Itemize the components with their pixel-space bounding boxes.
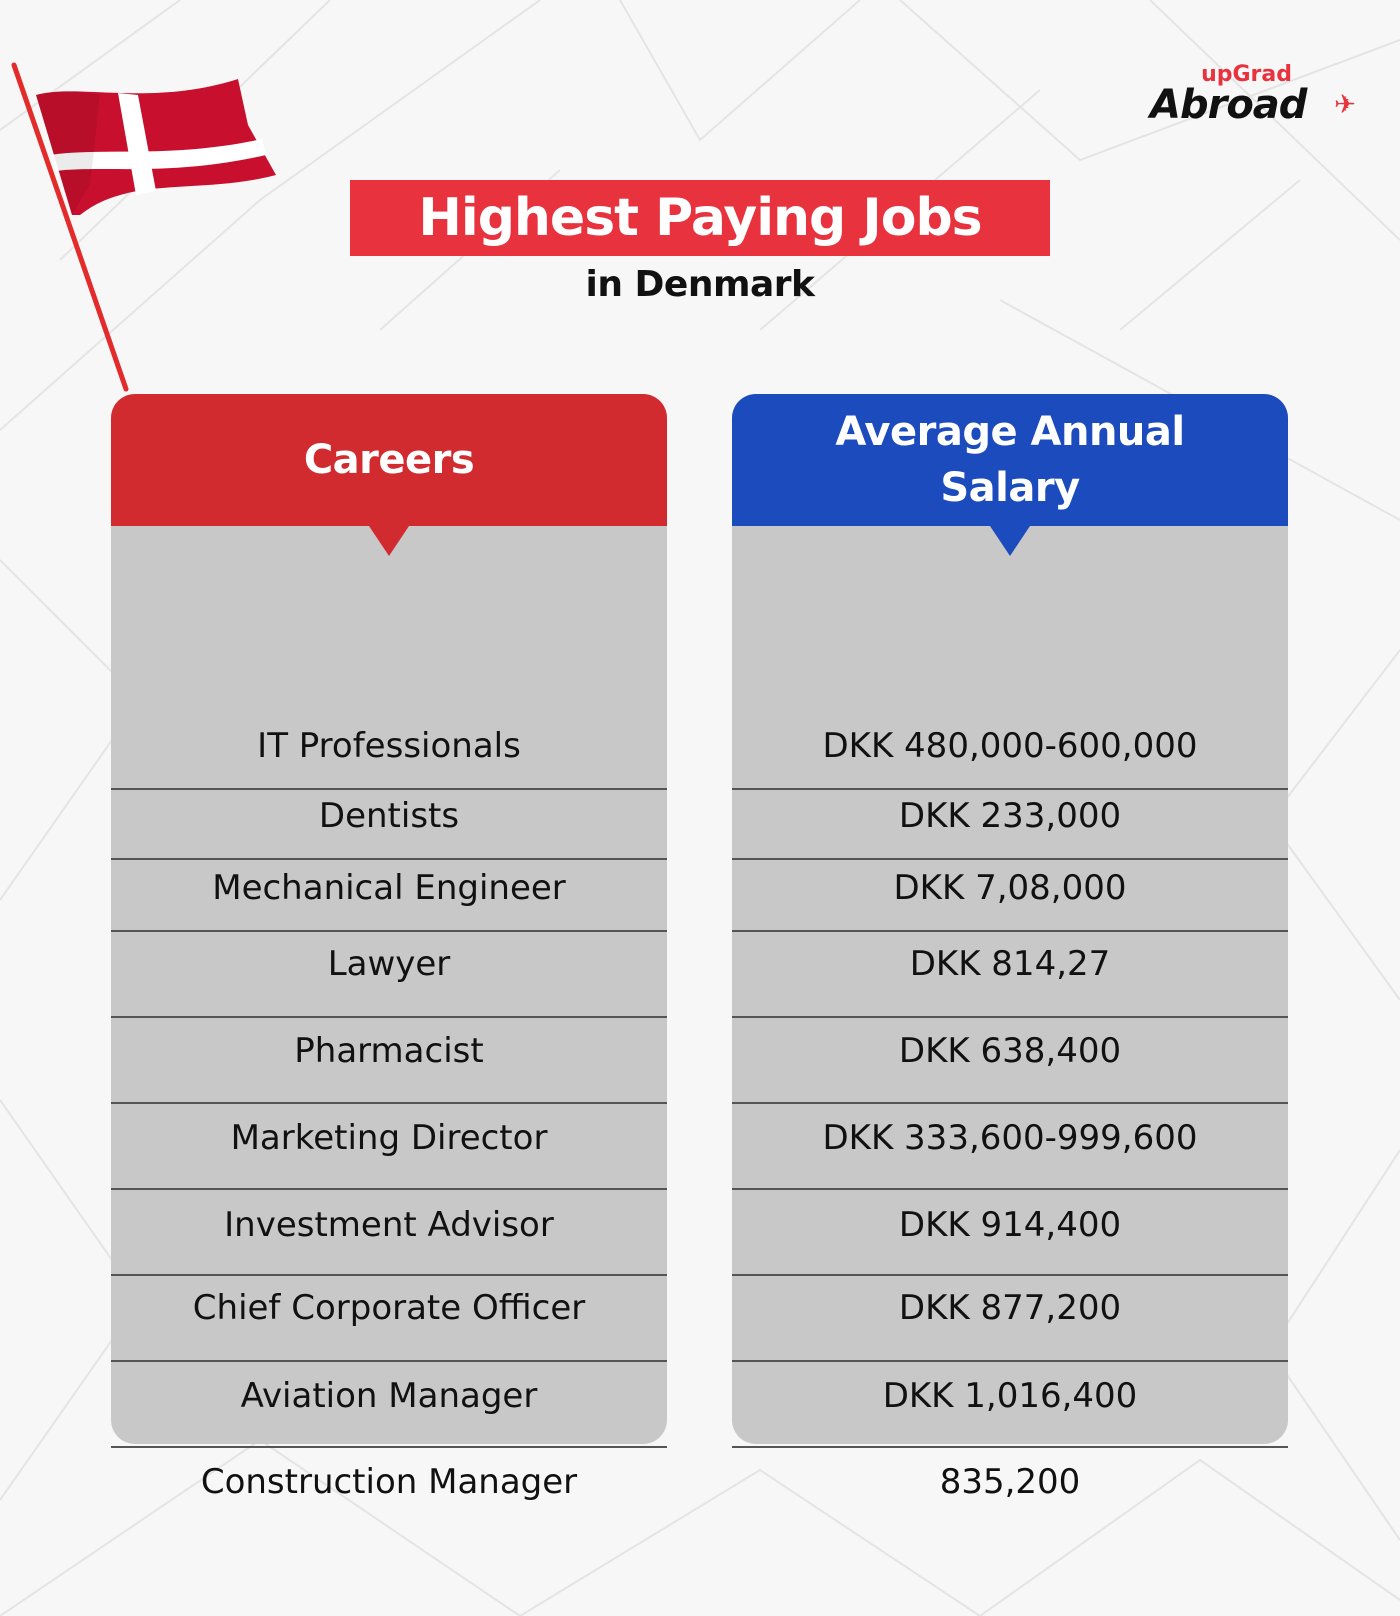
- row-divider: [732, 1446, 1288, 1448]
- salary-cell: 835,200: [939, 1462, 1081, 1502]
- careers-header-label: Careers: [303, 437, 475, 483]
- salary-header: [732, 394, 1288, 526]
- career-cell: Construction Manager: [200, 1462, 578, 1502]
- salary-cell: DKK 877,200: [898, 1288, 1122, 1328]
- row-divider: [111, 1360, 667, 1362]
- row-divider: [732, 858, 1288, 860]
- salary-cell: DKK 480,000-600,000: [822, 726, 1198, 766]
- careers-header-pointer: [369, 526, 409, 556]
- row-divider: [732, 1274, 1288, 1276]
- row-divider: [111, 1102, 667, 1104]
- row-divider: [111, 858, 667, 860]
- career-cell: Aviation Manager: [240, 1376, 538, 1416]
- careers-header: [111, 394, 667, 526]
- career-cell: Mechanical Engineer: [212, 868, 566, 908]
- row-divider: [732, 788, 1288, 790]
- row-divider: [111, 1016, 667, 1018]
- logo-abroad-text: Abroad: [1150, 82, 1307, 128]
- row-divider: [111, 930, 667, 932]
- career-cell: Chief Corporate Officer: [192, 1288, 586, 1328]
- salary-header-pointer: [990, 526, 1030, 556]
- career-cell: Dentists: [318, 796, 460, 836]
- row-divider: [732, 1102, 1288, 1104]
- row-divider: [732, 1360, 1288, 1362]
- salary-cell: DKK 1,016,400: [882, 1376, 1138, 1416]
- career-cell: IT Professionals: [257, 726, 521, 766]
- salary-cell: DKK 7,08,000: [893, 868, 1127, 908]
- upgrad-abroad-logo: [1150, 62, 1370, 132]
- career-cell: Pharmacist: [294, 1031, 484, 1071]
- denmark-flag-icon: [0, 55, 300, 415]
- salary-header-label: Average Annual Salary: [835, 409, 1185, 511]
- career-cell: Lawyer: [327, 944, 451, 984]
- salary-cell: DKK 333,600-999,600: [822, 1118, 1198, 1158]
- row-divider: [111, 1446, 667, 1448]
- salary-cell: DKK 914,400: [898, 1205, 1122, 1245]
- row-divider: [111, 1274, 667, 1276]
- row-divider: [732, 930, 1288, 932]
- logo-upgrad-text: upGrad: [1201, 62, 1292, 87]
- salary-cell: DKK 814,27: [909, 944, 1111, 984]
- row-divider: [111, 1188, 667, 1190]
- plane-icon: ✈: [1334, 90, 1356, 120]
- career-cell: Marketing Director: [230, 1118, 548, 1158]
- salary-column: [732, 394, 1288, 1502]
- careers-column: [111, 394, 667, 1502]
- row-divider: [111, 788, 667, 790]
- row-divider: [732, 1188, 1288, 1190]
- salary-cell: DKK 638,400: [898, 1031, 1122, 1071]
- page-subtitle: in Denmark: [585, 264, 815, 305]
- page-title: Highest Paying Jobs: [350, 180, 1050, 256]
- salary-cell: DKK 233,000: [898, 796, 1122, 836]
- career-cell: Investment Advisor: [224, 1205, 554, 1245]
- row-divider: [732, 1016, 1288, 1018]
